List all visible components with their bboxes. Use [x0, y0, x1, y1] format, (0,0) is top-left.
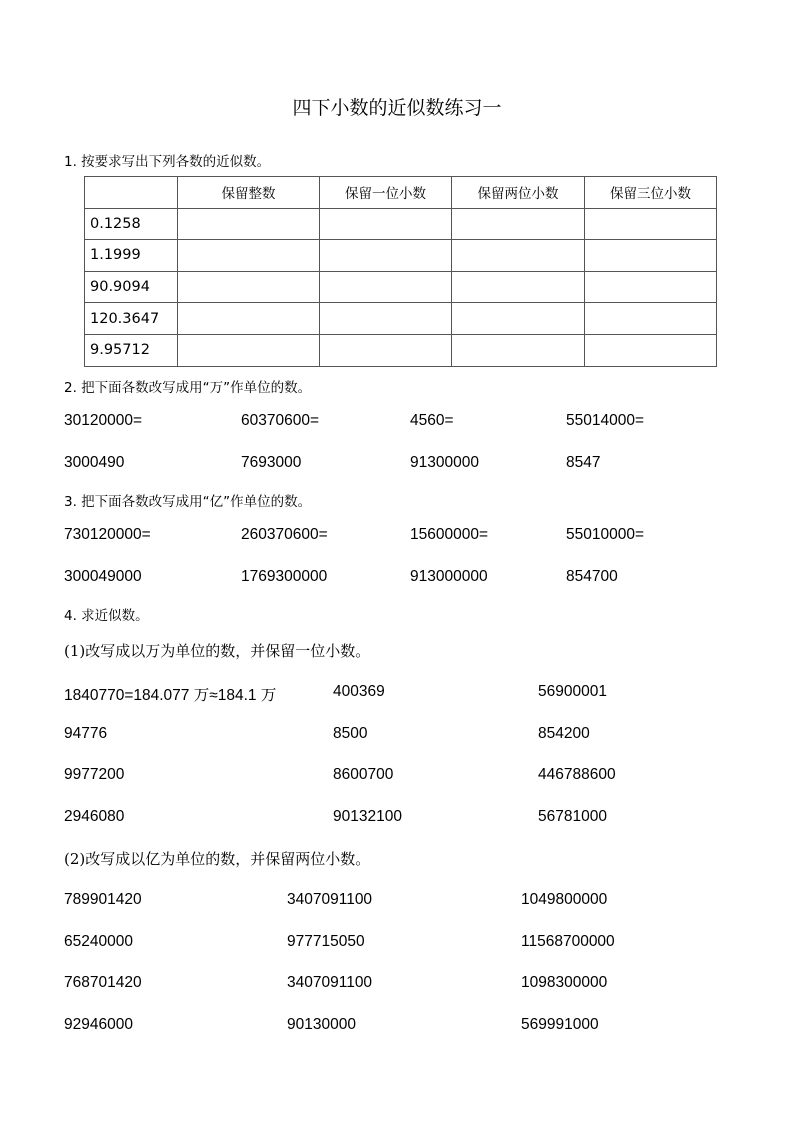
table-row [85, 303, 717, 335]
table-header-cell: 保留一位小数 [320, 177, 452, 209]
q4-part1-item: 446788600 [538, 766, 616, 783]
table-row-value: 0.1258 [85, 208, 178, 240]
table-header-row [85, 177, 717, 209]
table-header-cell: 保留整数 [178, 177, 320, 209]
table-row-value: 1.1999 [85, 240, 178, 272]
q4-part1-item: 56900001 [538, 683, 607, 700]
table-row [85, 334, 717, 366]
q2-item: 60370600= [241, 412, 320, 429]
q4-part1-item: 8600700 [333, 766, 394, 783]
q4-part2-item: 977715050 [287, 933, 365, 950]
q4-part2-item: 3407091100 [287, 974, 373, 991]
answer-cell[interactable] [452, 240, 585, 272]
q2-item: 3000490 [64, 454, 125, 471]
table-header-cell: 保留三位小数 [585, 177, 717, 209]
q3-item: 15600000= [410, 526, 489, 543]
q3-item: 730120000= [64, 526, 151, 543]
answer-cell[interactable] [452, 334, 585, 366]
q4-part2-item: 569991000 [521, 1016, 599, 1033]
table-header-cell [85, 177, 178, 209]
answer-cell[interactable] [178, 303, 320, 335]
q2-item: 55014000= [566, 412, 645, 429]
q1-prompt: 1. 按要求写出下列各数的近似数。 [64, 154, 271, 170]
q2-prompt: 2. 把下面各数改写成用“万”作单位的数。 [64, 380, 312, 396]
table-row-value: 120.3647 [85, 303, 178, 335]
q4-part2-item: 11568700000 [521, 933, 615, 950]
q4-part1-prompt: (1)改写成以万为单位的数，并保留一位小数。 [64, 642, 371, 660]
q4-part2-item: 92946000 [64, 1016, 133, 1033]
table-row [85, 208, 717, 240]
answer-cell[interactable] [320, 303, 452, 335]
table-row [85, 271, 717, 303]
table-row-value: 9.95712 [85, 334, 178, 366]
q4-part1-item: 854200 [538, 725, 590, 742]
answer-cell[interactable] [320, 271, 452, 303]
approximation-table [84, 176, 717, 367]
answer-cell[interactable] [178, 334, 320, 366]
q2-item: 7693000 [241, 454, 302, 471]
q4-prompt: 4. 求近似数。 [64, 608, 149, 624]
answer-cell[interactable] [178, 208, 320, 240]
q2-item: 91300000 [410, 454, 479, 471]
answer-cell[interactable] [320, 240, 452, 272]
table-header-cell: 保留两位小数 [452, 177, 585, 209]
table-row-value: 90.9094 [85, 271, 178, 303]
q4-part1-item: 56781000 [538, 808, 607, 825]
q4-part1-item: 90132100 [333, 808, 402, 825]
q4-part2-item: 789901420 [64, 891, 142, 908]
answer-cell[interactable] [452, 208, 585, 240]
q3-item: 55010000= [566, 526, 645, 543]
q4-part2-item: 1098300000 [521, 974, 608, 991]
q4-part1-item: 2946080 [64, 808, 125, 825]
q4-part1-item: 1840770=184.077 万≈184.1 万 [64, 687, 277, 704]
answer-cell[interactable] [320, 334, 452, 366]
q4-part1-item: 8500 [333, 725, 368, 742]
q3-item: 1769300000 [241, 568, 328, 585]
q3-item: 260370600= [241, 526, 328, 543]
q4-part2-item: 768701420 [64, 974, 142, 991]
q4-part1-item: 94776 [64, 725, 108, 742]
q4-part1-item: 9977200 [64, 766, 125, 783]
answer-cell[interactable] [585, 334, 717, 366]
q3-item: 854700 [566, 568, 618, 585]
q2-item: 30120000= [64, 412, 143, 429]
answer-cell[interactable] [452, 271, 585, 303]
q2-item: 8547 [566, 454, 601, 471]
answer-cell[interactable] [585, 208, 717, 240]
q3-prompt: 3. 把下面各数改写成用“亿”作单位的数。 [64, 494, 312, 510]
q2-item: 4560= [410, 412, 454, 429]
q4-part1-item: 400369 [333, 683, 385, 700]
answer-cell[interactable] [178, 240, 320, 272]
q3-item: 913000000 [410, 568, 488, 585]
answer-cell[interactable] [452, 303, 585, 335]
q3-item: 300049000 [64, 568, 142, 585]
page-title: 四下小数的近似数练习一 [292, 97, 502, 119]
answer-cell[interactable] [320, 208, 452, 240]
answer-cell[interactable] [178, 271, 320, 303]
q4-part2-item: 90130000 [287, 1016, 356, 1033]
answer-cell[interactable] [585, 271, 717, 303]
answer-cell[interactable] [585, 303, 717, 335]
q4-part2-item: 1049800000 [521, 891, 608, 908]
table-row [85, 240, 717, 272]
answer-cell[interactable] [585, 240, 717, 272]
q4-part2-prompt: (2)改写成以亿为单位的数，并保留两位小数。 [64, 850, 371, 868]
q4-part2-item: 65240000 [64, 933, 133, 950]
q4-part2-item: 3407091100 [287, 891, 373, 908]
